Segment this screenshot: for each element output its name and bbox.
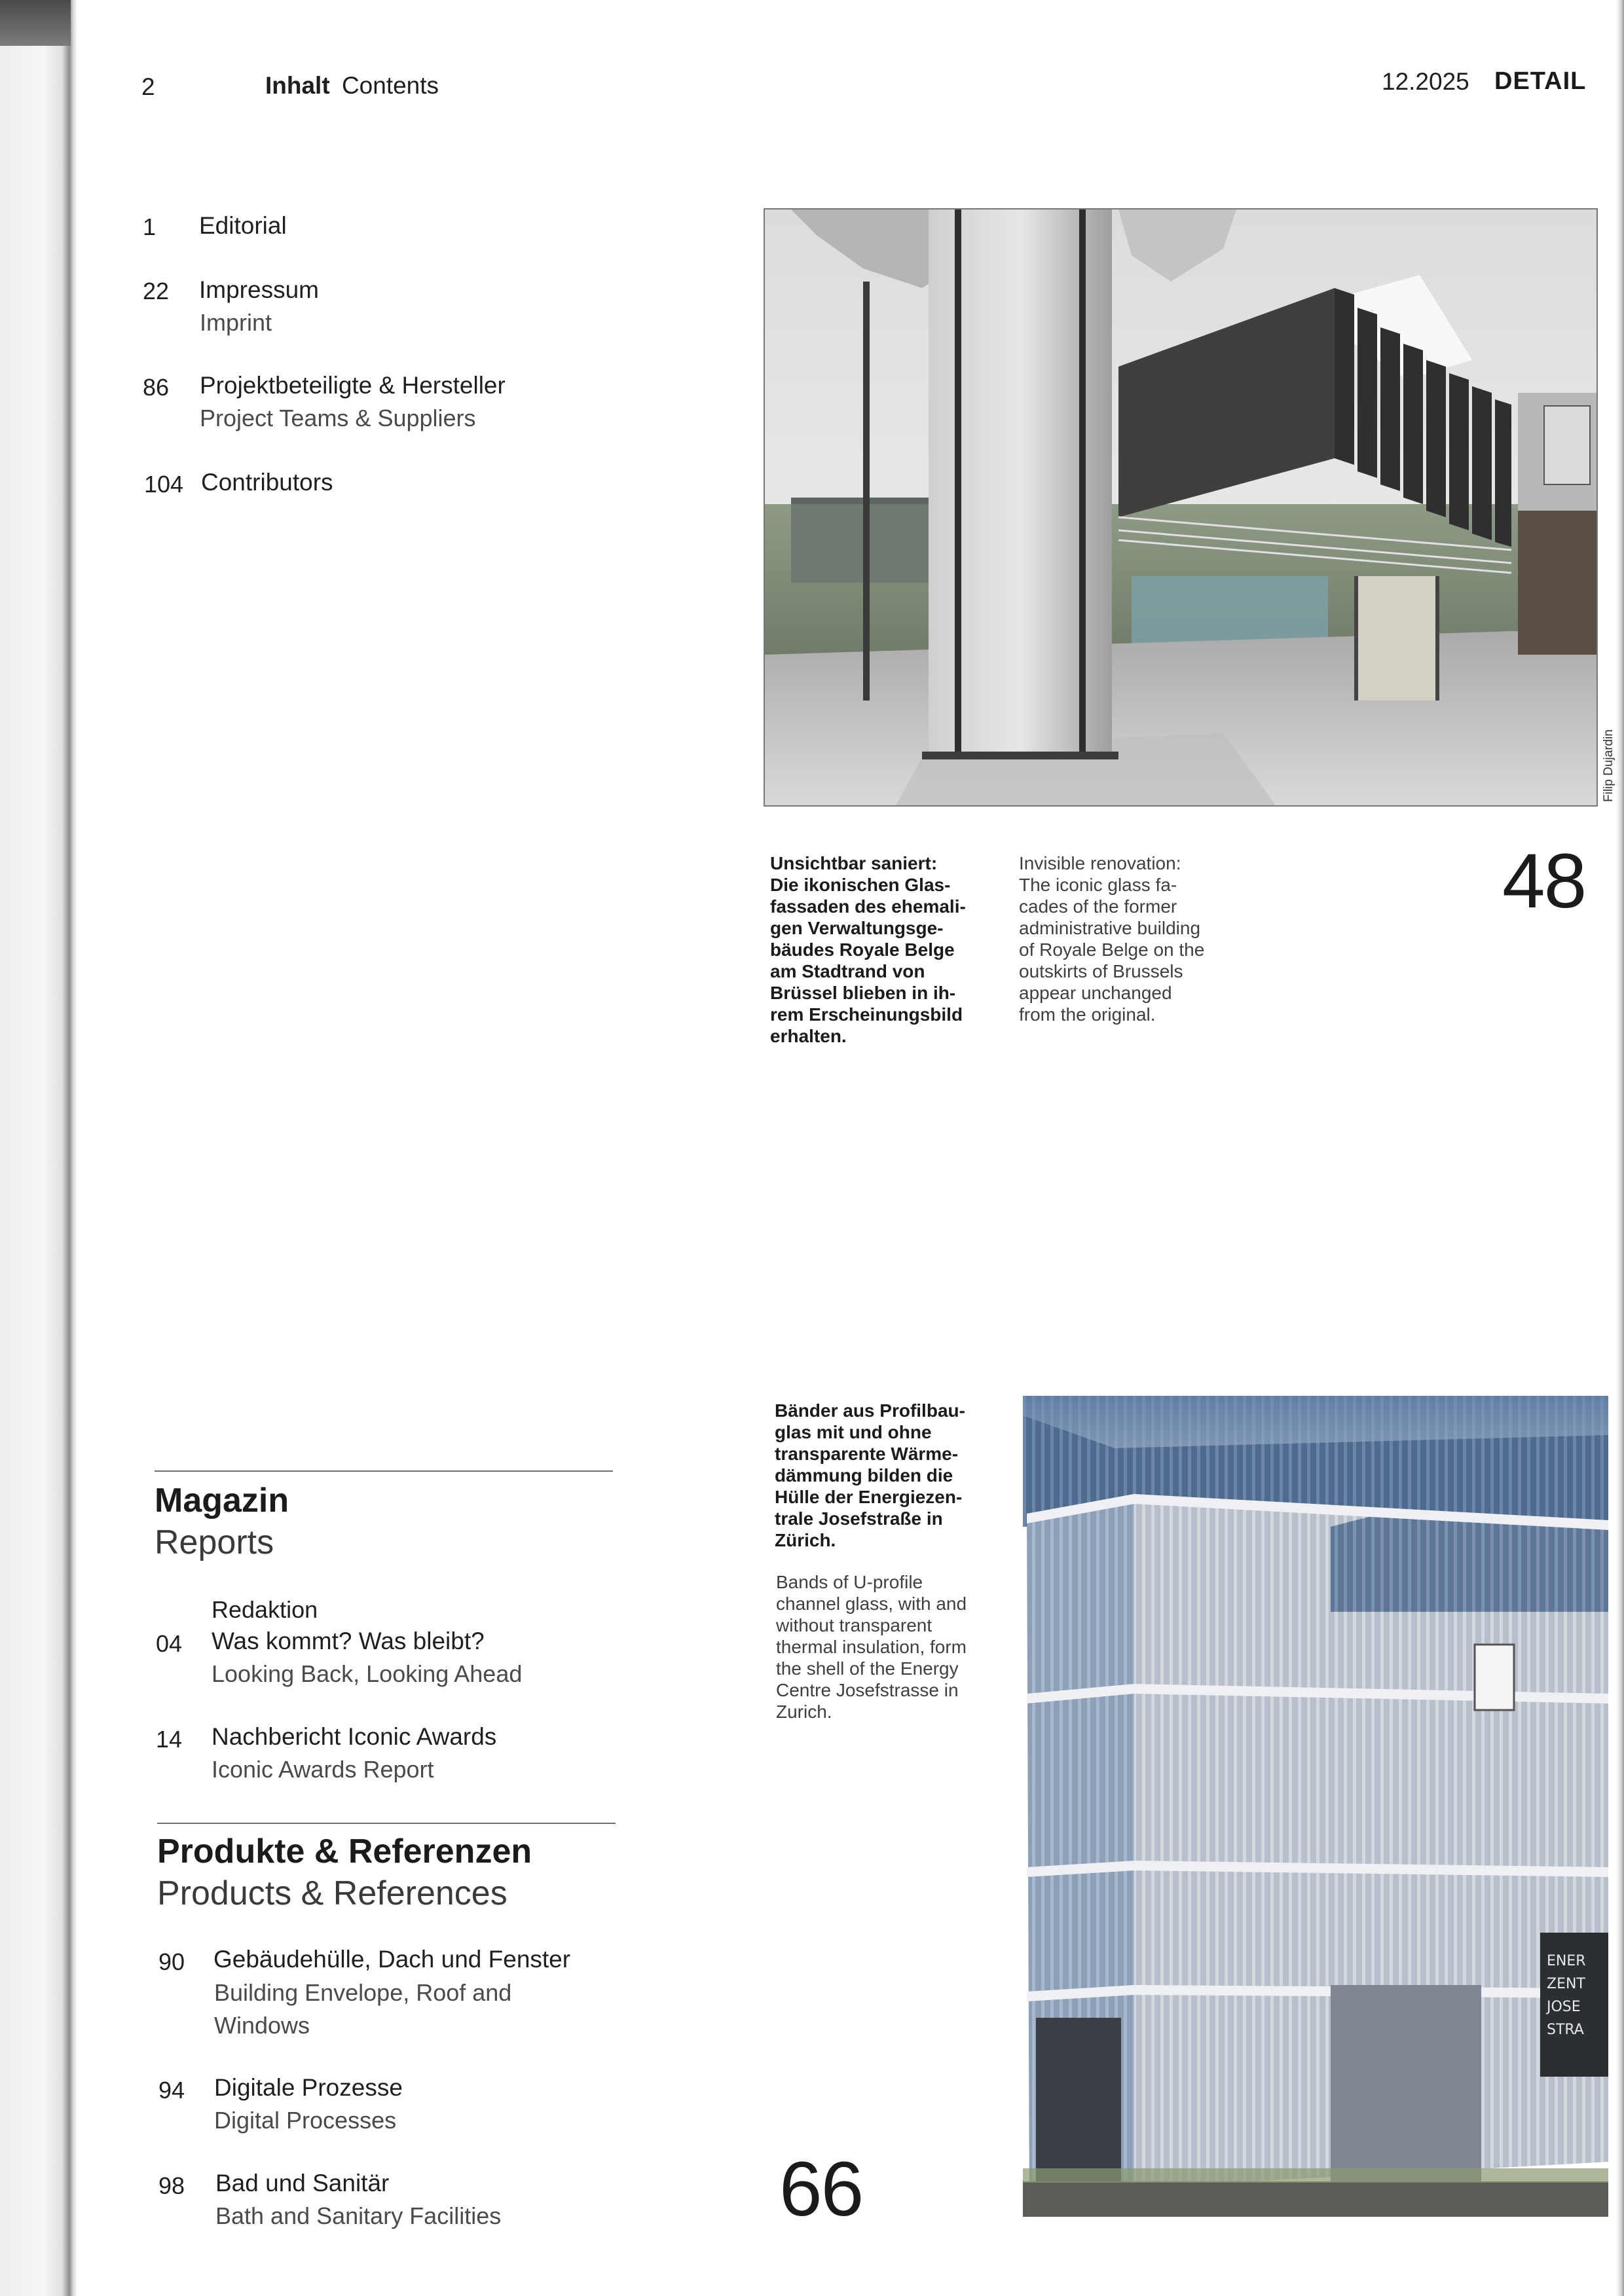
caption-line: Brüssel blieben in ih- <box>770 983 956 1003</box>
caption-line: transparente Wärme- <box>775 1444 959 1464</box>
toc-entry-title[interactable]: Digitale Prozesse <box>214 2074 403 2101</box>
toc-entry-number: 04 <box>156 1630 183 1657</box>
toc-entry-title[interactable]: Was kommt? Was bleibt? <box>212 1628 485 1654</box>
toc-entry-title[interactable]: Editorial <box>199 212 287 239</box>
caption-line: gen Verwaltungsge- <box>770 918 944 938</box>
toc-entry-title[interactable]: Contributors <box>201 469 333 496</box>
toc-entry-title[interactable]: Impressum <box>199 276 319 303</box>
caption-line: erhalten. <box>770 1026 847 1046</box>
toc-entry-subtitle: Looking Back, Looking Ahead <box>212 1660 523 1687</box>
brand-logo: DETAIL <box>1494 67 1587 95</box>
toc-entry-title[interactable]: Projektbeteiligte & Hersteller <box>200 372 506 399</box>
sign-text-line: STRA <box>1547 2022 1584 2038</box>
caption-66-de <box>775 1400 1024 1551</box>
caption-line: channel glass, with and <box>776 1594 967 1614</box>
sign-text-line: ENER <box>1547 1953 1586 1969</box>
caption-line: appear unchanged <box>1019 983 1172 1003</box>
toc-entry-subtitle-cont: Windows <box>214 2012 310 2039</box>
caption-line: from the original. <box>1019 1004 1156 1025</box>
toc-entry-title[interactable]: Gebäudehülle, Dach und Fenster <box>213 1946 571 1973</box>
caption-line: The iconic glass fa- <box>1019 875 1177 895</box>
caption-line: Zurich. <box>776 1702 832 1722</box>
page-gutter-shadow <box>0 0 77 2296</box>
section-title-produkte: Produkte & Referenzen <box>157 1832 532 1870</box>
caption-line: Hülle der Energiezen- <box>775 1487 963 1507</box>
section-title-magazin: Magazin <box>155 1482 289 1520</box>
caption-line: cades of the former <box>1019 896 1177 917</box>
section-subtitle-products: Products & References <box>157 1874 507 1912</box>
caption-66-en <box>776 1571 1025 1722</box>
page-ref-66[interactable]: 66 <box>779 2146 863 2232</box>
toc-entry-title[interactable]: Bad und Sanitär <box>215 2170 390 2196</box>
caption-line: without transparent <box>776 1615 932 1635</box>
page-ref-48[interactable]: 48 <box>1502 838 1586 924</box>
section-divider <box>155 1470 613 1472</box>
toc-entry-subtitle: Bath and Sanitary Facilities <box>215 2202 502 2229</box>
caption-line: glas mit und ohne <box>775 1422 932 1442</box>
issue-date: 12.2025 <box>1382 68 1469 95</box>
toc-entry-kicker: Redaktion <box>212 1596 318 1623</box>
photo-credit: Filip Dujardin <box>1602 729 1615 802</box>
toc-entry-number: 98 <box>158 2172 185 2199</box>
caption-line: am Stadtrand von <box>770 961 925 981</box>
caption-line: dämmung bilden die <box>775 1465 953 1485</box>
caption-line: Unsichtbar saniert: <box>770 853 938 873</box>
toc-entry-title[interactable]: Nachbericht Iconic Awards <box>212 1723 497 1750</box>
caption-line: thermal insulation, form <box>776 1637 967 1657</box>
page-right-edge <box>1616 0 1624 2296</box>
toc-entry-number: 104 <box>144 471 184 498</box>
toc-entry-number: 1 <box>143 213 157 240</box>
caption-line: bäudes Royale Belge <box>770 939 955 960</box>
photo-energy-centre <box>1023 1396 1608 2217</box>
caption-line: Die ikonischen Glas- <box>770 875 951 895</box>
caption-line: rem Erscheinungsbild <box>770 1004 963 1025</box>
toc-entry-number: 86 <box>143 374 170 401</box>
toc-entry-number: 90 <box>158 1948 185 1975</box>
energy-centre-photo-graphic <box>1023 1396 1608 2217</box>
caption-line: outskirts of Brussels <box>1019 961 1183 981</box>
toc-entry-subtitle: Project Teams & Suppliers <box>200 405 476 431</box>
caption-48-de <box>770 852 1019 1047</box>
toc-entry-number: 94 <box>158 2077 185 2104</box>
section-divider <box>157 1823 616 1824</box>
caption-line: trale Josefstraße in <box>775 1508 943 1529</box>
caption-line: Centre Josefstrasse in <box>776 1680 959 1700</box>
page-corner-shadow <box>0 0 71 46</box>
caption-48-en <box>1019 852 1268 1025</box>
sign-text-line: JOSE <box>1547 1999 1581 2015</box>
section-subtitle-reports: Reports <box>155 1523 274 1561</box>
caption-line: Bänder aus Profilbau- <box>775 1400 965 1421</box>
toc-entry-subtitle: Digital Processes <box>214 2107 397 2134</box>
caption-line: of Royale Belge on the <box>1019 939 1205 960</box>
sign-text-line: ZENT <box>1547 1976 1585 1992</box>
toc-entry-subtitle: Building Envelope, Roof and <box>214 1979 512 2006</box>
caption-line: fassaden des ehemali- <box>770 896 966 917</box>
toc-entry-number: 22 <box>143 278 170 304</box>
caption-line: the shell of the Energy <box>776 1658 959 1679</box>
toc-entry-number: 14 <box>156 1726 183 1753</box>
royale-belge-photo-graphic <box>765 210 1596 805</box>
caption-line: administrative building <box>1019 918 1201 938</box>
section-heading-de: Inhalt <box>265 72 330 99</box>
page-number: 2 <box>141 73 155 100</box>
caption-line: Zürich. <box>775 1530 836 1550</box>
caption-line: Invisible renovation: <box>1019 853 1181 873</box>
photo-royale-belge <box>764 208 1598 807</box>
toc-entry-subtitle: Imprint <box>200 309 272 336</box>
toc-entry-subtitle: Iconic Awards Report <box>212 1756 434 1783</box>
section-heading-en: Contents <box>341 72 439 99</box>
caption-line: Bands of U-profile <box>776 1572 923 1592</box>
section-heading <box>265 72 439 100</box>
